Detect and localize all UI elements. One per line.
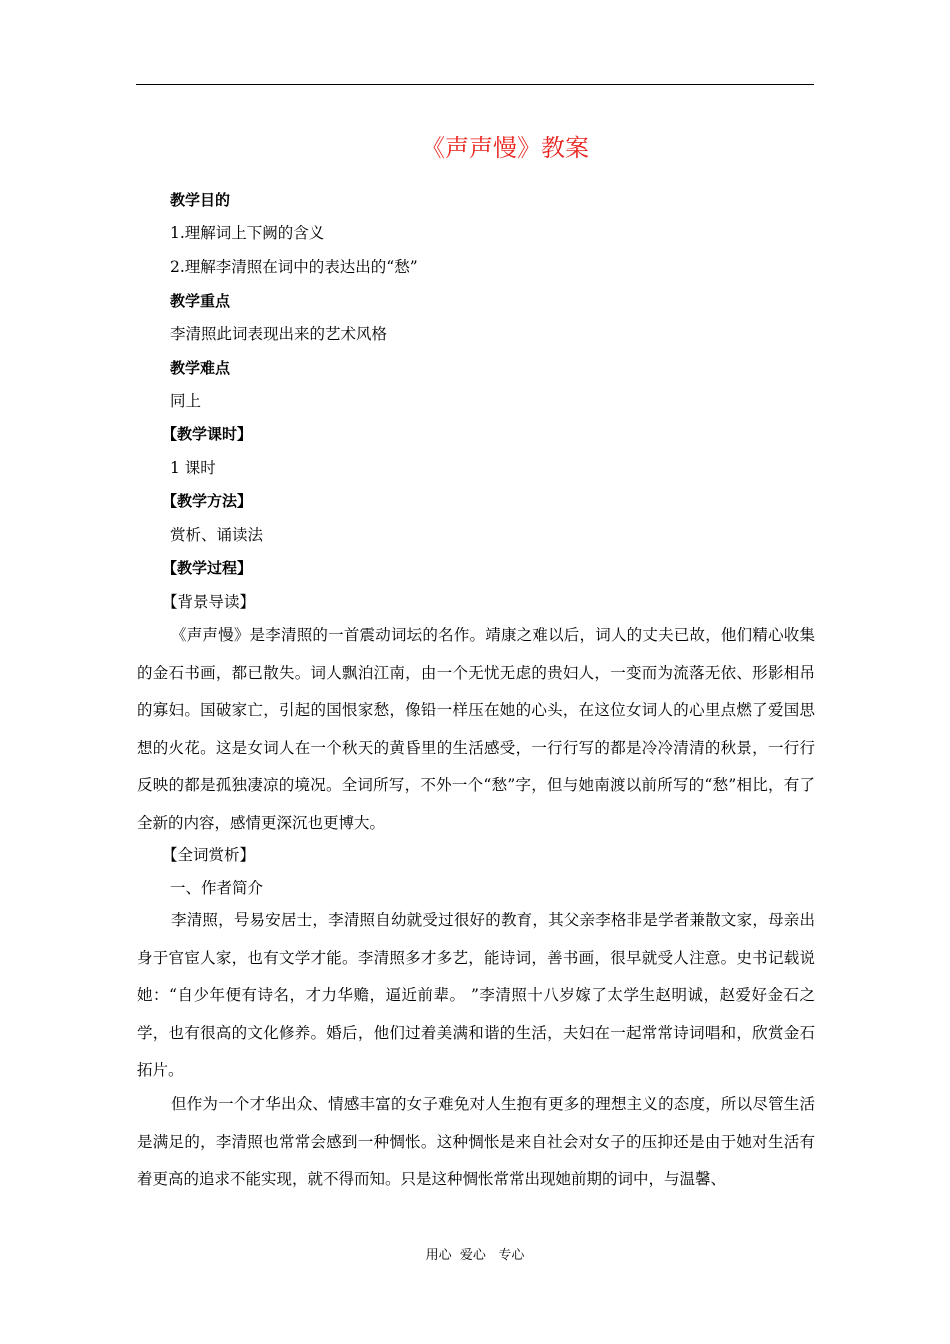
page-footer: 用心 爱心 专心 (425, 1248, 525, 1263)
appreciation-heading: 【全词赏析】 (162, 846, 256, 864)
author-paragraph-2: 但作为一个才华出众、情感丰富的女子难免对人生抱有更多的理想主义的态度，所以尽管生活是满足的，李清照也常常会感到一种惆怅。这种惆怅是来自社会对女子的压抑还是由于她对生活有着更高的追求不能实现，就不得而知。只是这种惆怅常常出现她前期的词中，与温馨、 (137, 1095, 815, 1188)
difficulties-text: 同上 (170, 392, 202, 410)
difficulties-heading: 教学难点 (170, 359, 231, 377)
background-heading: 【背景导读】 (162, 593, 256, 611)
class-hours-heading: 【教学课时】 (162, 425, 253, 443)
key-points-text: 李清照此词表现出来的艺术风格 (170, 325, 388, 343)
page-title: 《声声慢》教案 (421, 134, 589, 162)
background-paragraph: 《声声慢》是李清照的一首震动词坛的名作。靖康之难以后，词人的丈夫已故，他们精心收集的金石书画，都已散失。词人飘泊江南，由一个无忧无虑的贵妇人，一变而为流落无依、形影相吊的寡妇。国破家亡，引起的国恨家愁，像铅一样压在她的心头，在这位女词人的心里点燃了爱国思想的火花。这是女词人在一个秋天的黄昏里的生活感受，一行行写的都是冷冷清清的秋景，一行行反映的都是孤独凄凉的境况。全词所写，不外一个“愁”字，但与她南渡以前所写的“愁”相比，有了全新的内容，感情更深沉也更博大。 (137, 626, 815, 832)
class-hours-text: 1 课时 (170, 459, 216, 477)
objective-item: 2.理解李清照在词中的表达出的“愁” (170, 258, 418, 276)
key-points-heading: 教学重点 (170, 292, 231, 310)
author-heading: 一、作者简介 (170, 879, 264, 897)
objective-item: 1.理解词上下阙的含义 (170, 224, 325, 242)
process-heading: 【教学过程】 (162, 559, 253, 577)
methods-heading: 【教学方法】 (162, 492, 253, 510)
author-paragraph-1: 李清照，号易安居士，李清照自幼就受过很好的教育，其父亲李格非是学者兼散文家，母亲出身于官宦人家，也有文学才能。李清照多才多艺，能诗词，善书画，很早就受人注意。史书记载说她：“自少年便有诗名，才力华赡，逼近前辈。 ”李清照十八岁嫁了太学生赵明诚，赵爱好金石之学，也有很高的文化修养。婚后，他们过着美满和谐的生活，夫妇在一起常常诗词唱和，欣赏金石拓片。 (137, 911, 815, 1079)
methods-text: 赏析、诵读法 (170, 526, 264, 544)
objectives-heading: 教学目的 (170, 191, 231, 209)
header-rule (136, 84, 814, 85)
